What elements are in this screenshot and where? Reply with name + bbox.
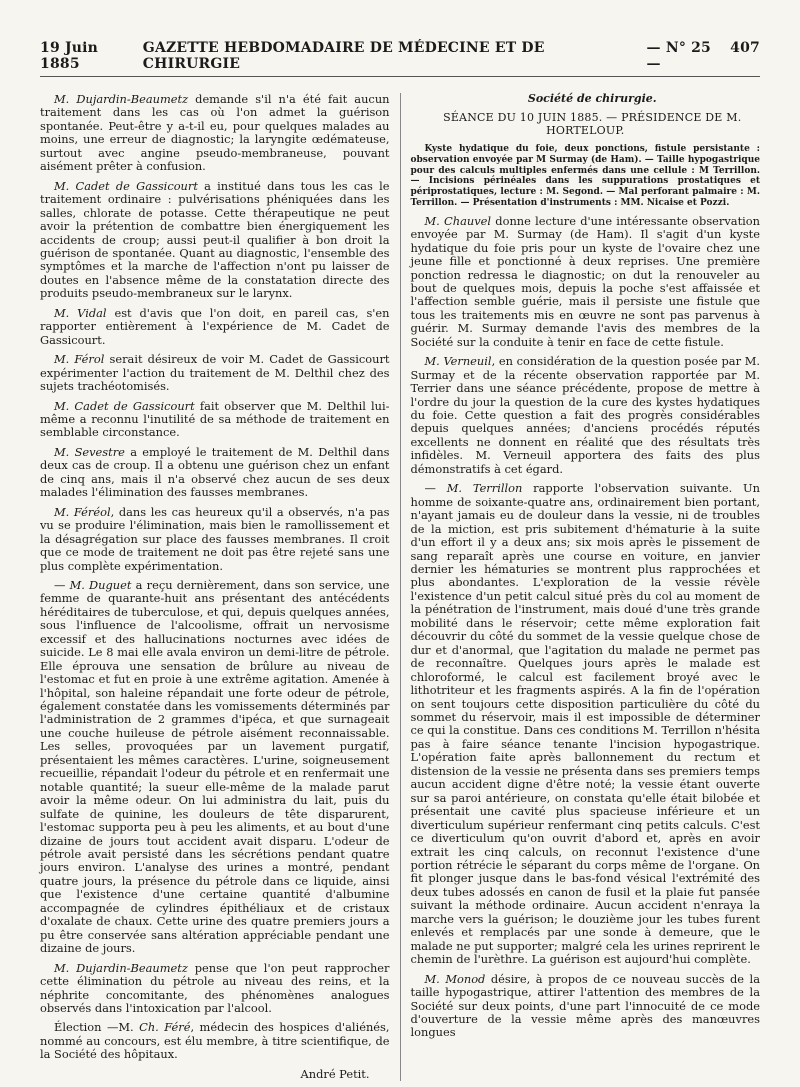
right-column bbox=[400, 93, 761, 1081]
speaker-name: M. Vidal bbox=[54, 305, 107, 320]
paragraph bbox=[40, 579, 390, 956]
paragraph bbox=[411, 482, 761, 966]
paragraph-text: fait observer que M. Delthil lui-même a reconnu l'inutilité de sa méthode de traitement en semblable circonstance. bbox=[40, 398, 390, 440]
paragraph-text: donne lecture d'une intéressante observation envoyée par M. Surmay (de Ham). Il s'agit d'un kyste hydatique du foie pris pour un kyste de l'ovaire chez une jeune fille et ponctionné à deux reprises. Une première ponction redressa le diagnostic; on dut la renouveler au bout de quelques mois, depuis la poche s'est affaissée et l'affection semble guérie, mais il persiste une fistule que tous les traitements mis en œuvre ne sont pas parvenus à guérir. M. Surmay demande l'avis des membres de la Société sur la conduite à tenir en face de cette fistule. bbox=[410, 213, 761, 349]
speaker-name: M. Féréol bbox=[54, 504, 111, 519]
speaker-name: M. Dujardin-Beaumetz bbox=[54, 960, 188, 975]
paragraph bbox=[40, 506, 390, 573]
section-title: Société de chirurgie. bbox=[527, 92, 657, 105]
speaker-name: M. Dujardin-Beaumetz bbox=[54, 92, 189, 106]
paragraph bbox=[411, 355, 761, 476]
speaker-name: M. Cadet de Gassicourt bbox=[54, 398, 195, 413]
paragraph-text: demande s'il n'a été fait aucun traitement dans les cas où l'on admet la guérison spontanée. Peut-être y a-t-il eu, pour quelques malades au moins, une erreur de diagnostic; la laryngite œdémateuse, surtout avec angine pseudo-membraneuse, pouvant aisément prêter à confusion. bbox=[40, 92, 390, 174]
speaker-name: M. Monod bbox=[424, 971, 486, 986]
left-column bbox=[40, 93, 400, 1081]
paragraph-text: est d'avis que l'on doit, en pareil cas, s'en rapporter entièrement à l'expérience de M. Cadet de Gassicourt. bbox=[40, 305, 390, 347]
paragraph-text: , médecin des hospices d'aliénés, nommé au concours, est élu membre, à titre scientifique, de la Société des hôpitaux. bbox=[40, 1020, 390, 1062]
paragraph bbox=[40, 307, 390, 347]
paragraph bbox=[411, 973, 761, 1040]
election-lead: Élection —M. bbox=[54, 1020, 140, 1035]
paragraph-text: , en considération de la question posée par M. Surmay et de la récente observation rapportée par M. Terrier dans une séance précédente, propose de mettre à l'ordre du jour la question de la cure des kystes hydatiques du foie. Cette question a fait des progrès considérables depuis quelques années; d'anciens procédés réputés excellents ne donnent en réalité que des résultats très infidèles. M. Verneuil apportera des faits des plus démonstratifs à cet égard. bbox=[410, 354, 760, 476]
session-heading: SÉANCE DU 10 JUIN 1885. — PRÉSIDENCE DE M. HORTELOUP. bbox=[443, 110, 742, 137]
two-column-body bbox=[40, 93, 760, 1081]
page-header bbox=[40, 40, 760, 77]
paragraph bbox=[40, 400, 390, 440]
author-signature: André Petit. bbox=[300, 1066, 370, 1081]
paragraph-text: a institué dans tous les cas le traitement ordinaire : pulvérisations phéniquées dans les salles, chlorate de potasse. Cette thérapeutique ne peut avoir la prétention de combattre bien énergiquement les accidents de croup; aussi peut-il qualifier à bon droit la guérison de spontanée. Quant au diagnostic, l'ensemble des symptômes et la marche de l'affection n'ont pu laisser de doutes en l'absence même de la constatation directe des produits pseudo-membraneux sur le larynx. bbox=[40, 178, 390, 301]
paragraph-text: a employé le traitement de M. Delthil dans deux cas de croup. Il a obtenu une guérison chez un enfant de cinq ans, mais il n'a observé chez aucun de ses deux malades l'élimination des fausses membranes. bbox=[40, 444, 390, 500]
paragraph-text: serait désireux de voir M. Cadet de Gassicourt expérimenter l'action du traitement de M. Delthil chez des sujets trachéotomisés. bbox=[40, 352, 390, 394]
paragraph bbox=[40, 180, 390, 301]
election-paragraph bbox=[40, 1021, 390, 1061]
speaker-name: Ch. Féré bbox=[139, 1020, 191, 1035]
header-date: 19 Juin 1885 bbox=[40, 40, 99, 72]
paragraph-text: , dans les cas heureux qu'il a observés, n'a pas vu se produire l'élimination, mais bien le ramollissement et la désagrégation sur place des fausses membranes. Il croit que ce mode de traitement ne doit pas être rejeté sans une plus complète expérimentation. bbox=[40, 504, 390, 573]
speaker-name: M. Chauvel bbox=[424, 213, 492, 228]
paragraph-text: rapporte l'observation suivante. Un homme de soixante-quatre ans, ordinairement bien portant, n'ayant jamais eu de douleur dans la vessie, ni de troubles de la miction, est pris subitement d'hématurie à la suite d'un effort il y a deux ans; six mois après le pissement de sang reparaît après une course en voiture, en janvier dernier les hématuries se montrent plus rapprochées et plus abondantes. L'exploration de la vessie révèle l'existence d'un petit calcul situé près du col au moment de la pénétration de l'instrument, mais doué d'une très grande mobilité dans le réservoir; cette même exploration fait découvrir du côté du sommet de la vessie quelque chose de dur et d'anormal, que l'agitation du malade ne permet pas de reconnaître. Quelques jours après le malade est chloroformé, le calcul est facilement broyé avec le lithotriteur et les fragments aspirés. A la fin de l'opération on sent toujours cette disposition particulière du côté du sommet du réservoir, mais il est impossible de déterminer ce qui la constitue. Dans ces conditions M. Terrillon n'hésita pas à faire séance tenante l'incision hypogastrique. L'opération faite après ballonnement du rectum et distension de la vessie ne présenta dans ses premiers temps aucun accident digne d'être noté; la vessie étant ouverte sur sa paroi antérieure, on constata qu'elle était bilobée et présentait une cavité plus spacieuse inférieure et un diverticulum supérieur renfermant cinq petits calculs. C'est ce diverticulum qu'on ouvrit d'abord et, après en avoir extrait les cinq calculs, on reconnut l'existence d'une portion rétrécie le séparant du corps même de l'organe. On fit plonger jusque dans le bas-fond vésical l'extrémité des deux tubes adossés en canon de fusil et la plaie fut pansée suivant la méthode ordinaire. Aucun accident n'enraya la marche vers la guérison; le douzième jour les tubes furent enlevés et remplacés par une sonde à demeure, que le malade ne put supporter; malgré cela les urines reprirent le chemin de l'urèthre. La guérison est aujourd'hui complète. bbox=[410, 481, 760, 967]
header-page-number: 407 bbox=[730, 40, 760, 56]
paragraph-text: a reçu dernièrement, dans son service, une femme de quarante-huit ans présentant des antécédents héréditaires de tuberculose, et qui, depuis quelques années, sous l'influence de l'alcoolisme, offrait un nervosisme excessif et des hallucinations nocturnes avec idées de suicide. Le 8 mai elle avala environ un demi-litre de pétrole. Elle éprouva une sensation de brûlure au niveau de l'estomac et fut en proie à une extrême agitation. Amenée à l'hôpital, son haleine répandait une forte odeur de pétrole, également constatée dans les vomissements déterminés par l'administration de 2 grammes d'ipéca, et que surnageait une couche huileuse de pétrole aisément reconnaissable. Les selles, provoquées par un lavement purgatif, présentaient les mêmes caractères. L'urine, soigneusement recueillie, répandait l'odeur du pétrole et en renfermait une notable quantité; la sueur elle-même de la malade parut avoir la même odeur. On lui administra du lait, puis du sulfate de quinine, les douleurs de tête disparurent, l'estomac supporta peu à peu les aliments, et au bout d'une dizaine de jours tout accident avait disparu. L'odeur de pétrole avait persisté dans les sécrétions pendant quatre jours environ. L'analyse des urines a montré, pendant quatre jours, la présence du pétrole dans ce liquide, ainsi que l'existence d'une certaine quantité d'albumine accompagnée de cylindres épithéliaux et de cristaux d'oxalate de chaux. Cette urine des quatre premiers jours a pu être conservée sans altération appréciable pendant une dizaine de jours. bbox=[40, 577, 390, 956]
speaker-name: M. Sevestre bbox=[54, 444, 125, 459]
paragraph bbox=[411, 215, 761, 350]
paragraph-text: pense que l'on peut rapprocher cette élimination du pétrole au niveau des reins, et la néphrite concomitante, des phénomènes analogues observés dans l'intoxication par l'alcool. bbox=[40, 960, 390, 1015]
speaker-name: M. Verneuil bbox=[424, 354, 492, 369]
paragraph bbox=[40, 962, 390, 1016]
paragraph bbox=[40, 93, 390, 174]
speaker-name: M. Férol bbox=[54, 352, 105, 367]
header-title: GAZETTE HEBDOMADAIRE DE MÉDECINE ET DE CHIRURGIE bbox=[142, 40, 545, 72]
speaker-name: M. Cadet de Gassicourt bbox=[54, 178, 198, 193]
session-summary: Kyste hydatique du foie, deux ponctions, fistule persistante : observation envoyée par M Surmay (de Ham). — Taille hypogastrique pour des calculs multiples enfermés dans une cellule : M Terrillon. — Incisions périnéales dans les suppurations prostatiques et périprostatiques, lecture : M. Segond. — Mal perforant palmaire : M. Terrillon. — Présentation d'instruments : MM. Nicaise et Pozzi. bbox=[410, 143, 760, 208]
speaker-name: — M. Duguet bbox=[54, 577, 132, 592]
paragraph bbox=[40, 446, 390, 500]
header-issue-number: — N° 25 — bbox=[646, 40, 711, 72]
paragraph bbox=[40, 353, 390, 393]
paragraph-text: désire, à propos de ce nouveau succès de la taille hypogastrique, attirer l'attention des membres de la Société sur deux points, d'une part l'innocuité de ce mode d'ouverture de la vessie même après des manœuvres longues bbox=[410, 971, 760, 1040]
speaker-name: — M. Terrillon bbox=[424, 481, 523, 496]
